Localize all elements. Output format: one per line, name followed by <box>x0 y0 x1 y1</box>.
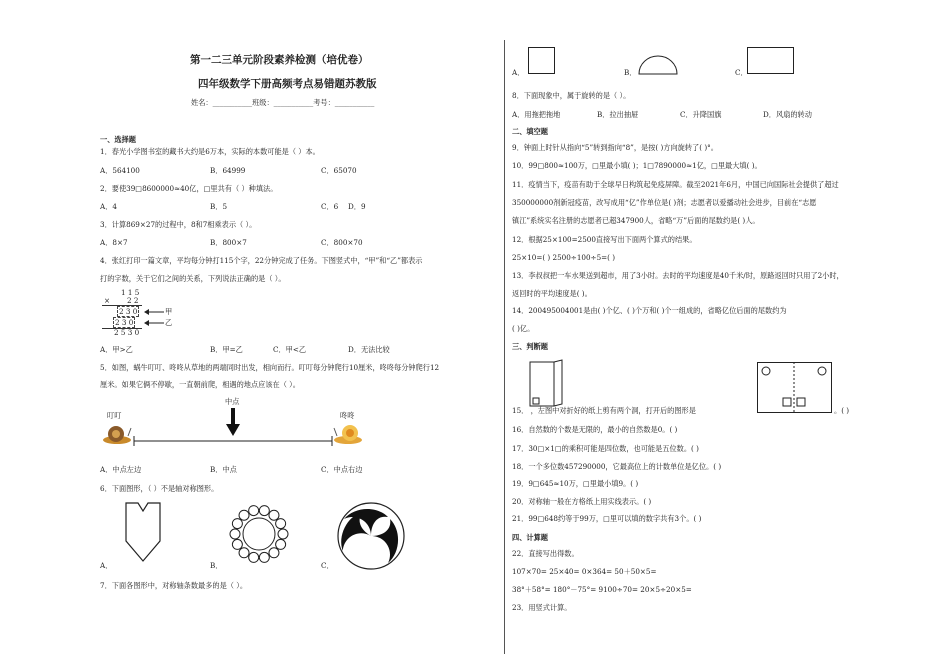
bead <box>259 552 269 562</box>
question-9: 9．钟面上时针从指向“5”转到指向“8”，是按( )方向旋转了( )°。 <box>512 143 718 152</box>
q5-option-b: B．中点 <box>210 465 237 474</box>
snail-left-icon <box>102 424 132 444</box>
question-15: 15． ，左图中对折好的纸上剪有两个洞，打开后的图形是 <box>512 406 696 415</box>
q2-option-d: D．9 <box>348 202 366 211</box>
question-3: 3．计算869×27的过程中，8和7相乘表示（ ）。 <box>100 220 257 229</box>
calc-row-1: 1 1 5 <box>121 288 140 297</box>
bead <box>276 519 286 529</box>
bead <box>249 552 259 562</box>
bead <box>249 506 259 516</box>
question-10: 10．99□800≈100万，□里最小填( )；1□7890000≈1亿，□里最大填( )。 <box>512 161 762 170</box>
folded-paper-icon <box>528 358 564 410</box>
label-yi: 乙 <box>165 318 173 327</box>
exam-subtitle: 四年级数学下册高频考点易错题苏教版 <box>198 78 377 90</box>
q4-option-c: C．甲<乙 <box>273 345 307 354</box>
multiplication-figure <box>100 288 180 336</box>
question-12: 12．根据25×100=2500直接写出下面两个算式的结果。 <box>512 235 697 244</box>
question-17: 17．30□×1□的乘积可能是四位数，也可能是五位数。( ) <box>512 444 699 453</box>
q7-option-c: C． <box>735 68 748 77</box>
q6-option-b: B． <box>210 561 223 570</box>
snail-right-label: 咚咚 <box>340 411 355 420</box>
section-judge: 三、判断题 <box>512 342 548 351</box>
question-12-calcs: 25×10=( ) 2500÷100÷5=( ) <box>512 253 616 262</box>
section-choice: 一、选择题 <box>100 135 136 144</box>
exam-title: 第一二三单元阶段素养检测（培优卷） <box>190 54 369 66</box>
q6-option-c: C． <box>321 561 334 570</box>
question-18: 18．一个多位数457290000，它最高位上的计数单位是亿位。( ) <box>512 462 722 471</box>
q5-option-c: C．中点右边 <box>321 465 363 474</box>
q3-option-b: B．800×7 <box>210 238 247 247</box>
question-20: 20．对称轴一般在方格纸上用实线表示。( ) <box>512 497 652 506</box>
snail-right-icon <box>333 424 363 444</box>
q6-option-a: A． <box>100 561 113 570</box>
unfolded-paper-icon <box>757 362 833 414</box>
q7-option-b: B． <box>624 68 637 77</box>
question-2: 2．要使39□8600000≈40亿，□里共有（ ）种填法。 <box>100 184 278 193</box>
question-23: 23．用竖式计算。 <box>512 603 572 612</box>
question-11-line1: 11．疫情当下，疫苗有助于全球早日构筑起免疫屏障。截至2021年6月，中国已向国际社会提供了超过 <box>512 180 839 189</box>
question-11-line3: 镇江”系统实名注册的志愿者已超347900人，省略“万”后面的尾数约是( )人。 <box>512 216 760 225</box>
calc-row-2: 2 2 <box>127 296 139 305</box>
question-11-line2: 350000000剂新冠疫苗，改写成用“亿”作单位是( )剂；志愿者以爱播动社会进步，目前在“志愿 <box>512 198 817 207</box>
question-6: 6．下面图形，（ ）不是轴对称图形。 <box>100 484 219 493</box>
bead <box>269 510 279 520</box>
shield-shape-icon <box>116 501 170 563</box>
label-jia: 甲 <box>165 307 173 316</box>
bead <box>278 529 288 539</box>
question-21: 21．99□648约等于99万，□里可以填的数字共有3个。( ) <box>512 514 702 523</box>
question-1: 1．春光小学图书室的藏书大约是6万本，实际的本数可能是（ ）本。 <box>100 147 320 156</box>
square-shape-icon <box>528 47 556 75</box>
calc-row-5: 2 5 3 0 <box>114 328 140 337</box>
column-divider <box>504 40 505 654</box>
bead <box>276 539 286 549</box>
bead <box>259 506 269 516</box>
track-line <box>133 436 333 446</box>
question-5-line2: 厘米。如果它俩不停歇，一直朝前爬，相遇的地点应该在（ ）。 <box>100 380 300 389</box>
calc-times-sign: × <box>104 296 111 305</box>
bead <box>232 519 242 529</box>
question-14-line2: ( )亿。 <box>512 324 535 333</box>
q8-option-a: A．用拖把拖地 <box>512 110 561 119</box>
q5-option-a: A．中点左边 <box>100 465 142 474</box>
q4-option-d: D．无法比较 <box>348 345 390 354</box>
arrow-jia-icon <box>144 309 164 315</box>
question-22-row1: 107×70= 25×40= 0×364= 50＋50×5= <box>512 567 657 576</box>
snail-left-label: 叮叮 <box>107 411 122 420</box>
calc-row-3: 2 3 0 <box>119 307 138 316</box>
question-13-line2: 返回时的平均速度是( )。 <box>512 289 592 298</box>
rectangle-shape-icon <box>747 47 795 75</box>
q7-option-a: A． <box>512 68 525 77</box>
midpoint-label: 中点 <box>225 397 240 406</box>
student-info: 姓名：___________班级：___________考号：___________ <box>191 98 375 107</box>
calc-row-4: 2 3 0 <box>115 318 134 327</box>
question-4-line1: 4．张红打印一篇文章，平均每分钟打115个字，22分钟完成了任务。下图竖式中，“甲”和“乙”都表示 <box>100 256 423 265</box>
question-22: 22．直接写出得数。 <box>512 549 579 558</box>
question-15-tail: 。( ) <box>834 406 850 415</box>
q2-option-a: A．4 <box>100 202 117 211</box>
q8-option-b: B．拉出抽屉 <box>597 110 639 119</box>
question-16: 16．自然数的个数是无限的，最小的自然数是0。( ) <box>512 425 678 434</box>
question-14-line1: 14．200495004001是由( )个亿、( )个万和( )个一组成的，省略亿位后面的尾数约为 <box>512 306 787 315</box>
bead <box>230 529 240 539</box>
semicircle-shape-icon <box>638 55 678 75</box>
question-7: 7．下面各图形中，对称轴条数最多的是（ ）。 <box>100 581 248 590</box>
bead <box>239 548 249 558</box>
bead <box>232 539 242 549</box>
q3-option-a: A．8×7 <box>100 238 128 247</box>
q1-option-c: C．65070 <box>321 166 357 175</box>
bead <box>239 510 249 520</box>
question-4-line2: 打的字数，关于它们之间的关系，下列说法正确的是（ ）。 <box>100 274 286 283</box>
q3-option-c: C．800×70 <box>321 238 363 247</box>
q8-option-c: C．升降国旗 <box>680 110 722 119</box>
bead <box>269 548 279 558</box>
question-8: 8．下面现象中，属于旋转的是（ ）。 <box>512 91 631 100</box>
midpoint-arrow-icon <box>226 408 240 436</box>
section-fill: 二、填空题 <box>512 127 548 136</box>
question-5-line1: 5．如图，蜗牛叮叮、咚咚从草地的两端同时出发，相向而行。叮叮每分钟爬行10厘米，咚咚每分钟爬行12 <box>100 363 440 372</box>
q1-option-a: A．564100 <box>100 166 140 175</box>
q8-option-d: D．风扇的转动 <box>763 110 812 119</box>
q4-option-a: A．甲>乙 <box>100 345 133 354</box>
section-calc: 四、计算题 <box>512 533 548 542</box>
q2-option-c: C．6 <box>321 202 339 211</box>
q4-option-b: B．甲=乙 <box>210 345 243 354</box>
question-22-row2: 38°＋58°= 180°－75°= 9100÷70= 20×5÷20×5= <box>512 585 692 594</box>
arrow-yi-icon <box>144 320 164 326</box>
bead-ring-icon <box>228 503 290 565</box>
q1-option-b: B．64999 <box>210 166 246 175</box>
question-19: 19．9□645≈10万，□里最小填9。( ) <box>512 479 639 488</box>
question-13-line1: 13．李叔叔把一车水果送到超市，用了3小时。去时的平均速度是40千米/时，原路返回时只用了2小时， <box>512 271 844 280</box>
q2-option-b: B．5 <box>210 202 228 211</box>
yinyang-circle-icon <box>336 501 406 571</box>
